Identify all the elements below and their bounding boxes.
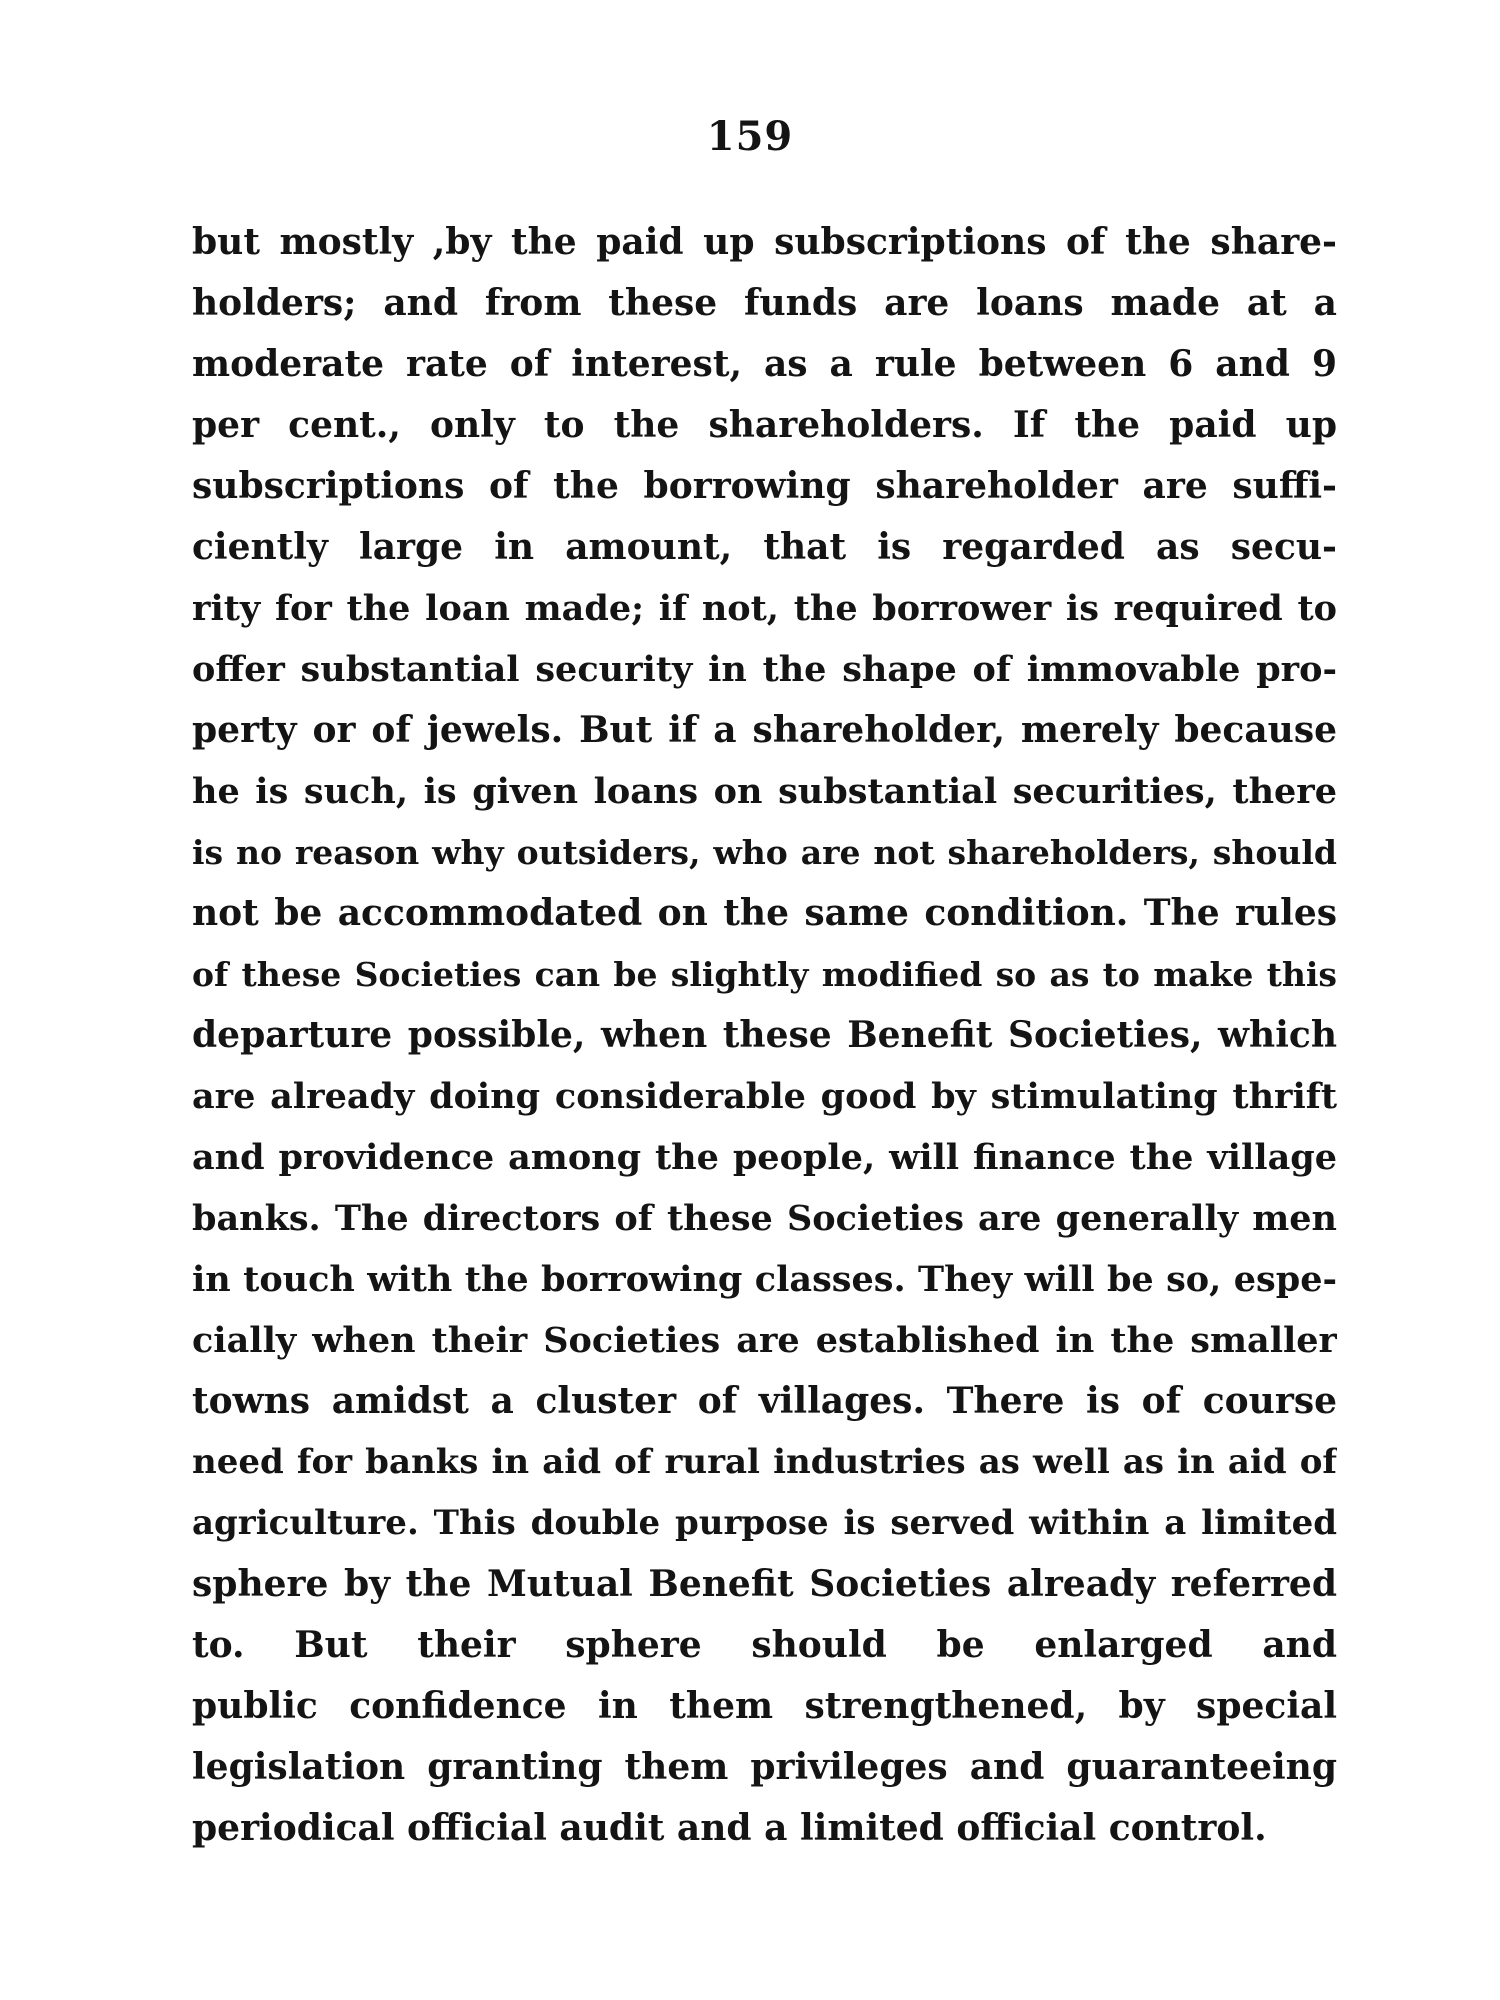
text-line: legislation granting them privileges and guaranteeing	[192, 1746, 1337, 1788]
text-line: public confidence in them strengthened, by special	[192, 1685, 1337, 1727]
text-line: not be accommodated on the same condition. The rules	[192, 892, 1337, 934]
text-line: towns amidst a cluster of villages. There is of course	[192, 1380, 1337, 1422]
text-line: is no reason why outsiders, who are not shareholders, should	[192, 833, 1337, 872]
text-line: rity for the loan made; if not, the borrower is required to	[192, 588, 1337, 629]
text-line-last: periodical official audit and a limited official control.	[192, 1807, 1267, 1849]
text-line: sphere by the Mutual Benefit Societies already referred	[192, 1563, 1337, 1605]
page-number: 159	[706, 113, 794, 160]
text-line: agriculture. This double purpose is served within a limited	[192, 1503, 1337, 1543]
text-line: of these Societies can be slightly modified so as to make this	[192, 955, 1337, 994]
text-line: subscriptions of the borrowing shareholder are suffi-	[192, 465, 1337, 507]
text-line: perty or of jewels. But if a shareholder, merely because	[192, 709, 1337, 751]
text-line: and providence among the people, will finance the village	[192, 1137, 1337, 1178]
text-line: in touch with the borrowing classes. They will be so, espe-	[192, 1259, 1337, 1300]
text-line: to. But their sphere should be enlarged and	[192, 1624, 1337, 1666]
text-line: banks. The directors of these Societies are generally men	[192, 1198, 1337, 1239]
text-line: need for banks in aid of rural industries as well as in aid of	[192, 1442, 1337, 1482]
text-line: departure possible, when these Benefit Societies, which	[192, 1014, 1337, 1056]
text-line: moderate rate of interest, as a rule between 6 and 9	[192, 343, 1337, 385]
text-line: per cent., only to the shareholders. If the paid up	[192, 404, 1337, 446]
text-line: offer substantial security in the shape of immovable pro-	[192, 649, 1337, 690]
text-line: ciently large in amount, that is regarded as secu-	[192, 526, 1337, 568]
text-line: he is such, is given loans on substantial securities, there	[192, 771, 1337, 812]
text-line: but mostly ,by the paid up subscriptions of the share-	[192, 221, 1337, 263]
body-paragraph	[192, 212, 1337, 1859]
text-line: are already doing considerable good by stimulating thrift	[192, 1076, 1337, 1117]
text-line: cially when their Societies are established in the smaller	[192, 1320, 1337, 1361]
text-line: holders; and from these funds are loans made at a	[192, 282, 1337, 324]
